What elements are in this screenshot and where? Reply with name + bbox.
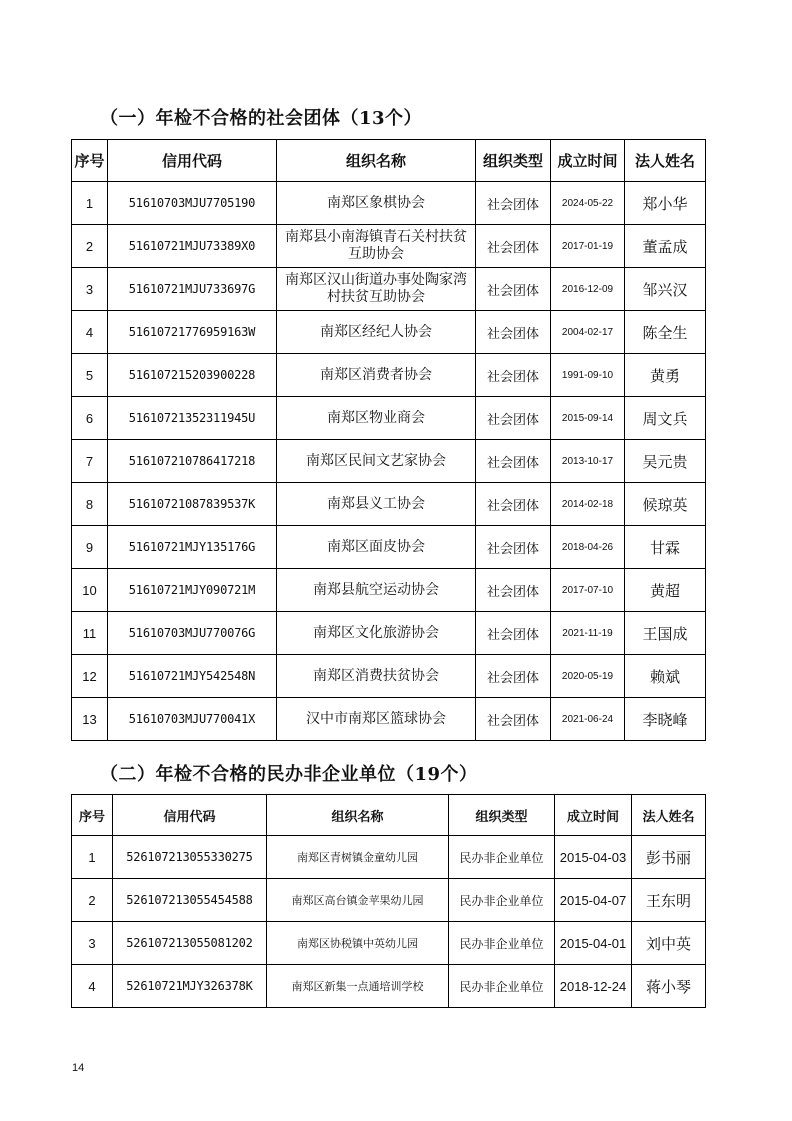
row-number: 2 bbox=[72, 225, 108, 268]
organization-name: 南郑区消费者协会 bbox=[277, 354, 476, 397]
established-date: 2004-02-17 bbox=[551, 311, 625, 354]
established-date: 2017-01-19 bbox=[551, 225, 625, 268]
organization-name: 南郑县航空运动协会 bbox=[277, 569, 476, 612]
credit-code: 51610703MJU7705190 bbox=[108, 182, 277, 225]
legal-representative: 吴元贵 bbox=[625, 440, 706, 483]
credit-code: 526107213055081202 bbox=[113, 922, 267, 965]
legal-representative: 刘中英 bbox=[632, 922, 706, 965]
legal-representative: 彭书丽 bbox=[632, 836, 706, 879]
organization-type: 社会团体 bbox=[476, 655, 551, 698]
established-date: 2020-05-19 bbox=[551, 655, 625, 698]
column-header: 成立时间 bbox=[551, 140, 625, 182]
row-number: 2 bbox=[72, 879, 113, 922]
column-header: 组织类型 bbox=[449, 795, 555, 836]
organization-type: 社会团体 bbox=[476, 698, 551, 741]
organization-name: 南郑区高台镇金苹果幼儿园 bbox=[267, 879, 449, 922]
row-number: 8 bbox=[72, 483, 108, 526]
table-header-row bbox=[72, 795, 706, 836]
social-groups-table bbox=[71, 139, 706, 741]
section2-title: （二）年检不合格的民办非企业单位（19个） bbox=[100, 764, 478, 785]
credit-code: 51610703MJU770041X bbox=[108, 698, 277, 741]
table-row bbox=[72, 526, 706, 569]
table-row bbox=[72, 836, 706, 879]
legal-representative: 候琼英 bbox=[625, 483, 706, 526]
legal-representative: 郑小华 bbox=[625, 182, 706, 225]
credit-code: 51610721087839537K bbox=[108, 483, 277, 526]
organization-type: 民办非企业单位 bbox=[449, 879, 555, 922]
credit-code: 51610721MJY542548N bbox=[108, 655, 277, 698]
organization-name: 南郑县小南海镇青石关村扶贫互助协会 bbox=[277, 225, 476, 268]
legal-representative: 周文兵 bbox=[625, 397, 706, 440]
table-row bbox=[72, 354, 706, 397]
organization-type: 民办非企业单位 bbox=[449, 836, 555, 879]
established-date: 2013-10-17 bbox=[551, 440, 625, 483]
credit-code: 516107210786417218 bbox=[108, 440, 277, 483]
row-number: 6 bbox=[72, 397, 108, 440]
legal-representative: 陈全生 bbox=[625, 311, 706, 354]
column-header: 序号 bbox=[72, 140, 108, 182]
table-row bbox=[72, 698, 706, 741]
row-number: 1 bbox=[72, 836, 113, 879]
credit-code: 52610721MJY326378K bbox=[113, 965, 267, 1008]
credit-code: 51610721MJU73389X0 bbox=[108, 225, 277, 268]
row-number: 4 bbox=[72, 965, 113, 1008]
credit-code: 51610721MJY135176G bbox=[108, 526, 277, 569]
established-date: 2016-12-09 bbox=[551, 268, 625, 311]
organization-type: 民办非企业单位 bbox=[449, 922, 555, 965]
table-row bbox=[72, 268, 706, 311]
organization-name: 南郑区面皮协会 bbox=[277, 526, 476, 569]
row-number: 4 bbox=[72, 311, 108, 354]
row-number: 3 bbox=[72, 268, 108, 311]
table-row bbox=[72, 922, 706, 965]
table-row bbox=[72, 182, 706, 225]
organization-type: 社会团体 bbox=[476, 526, 551, 569]
page-number: 14 bbox=[72, 1062, 85, 1074]
organization-name: 南郑区象棋协会 bbox=[277, 182, 476, 225]
established-date: 2018-12-24 bbox=[555, 965, 632, 1008]
organization-name: 南郑区经纪人协会 bbox=[277, 311, 476, 354]
credit-code: 51610721MJU733697G bbox=[108, 268, 277, 311]
established-date: 2021-11-19 bbox=[551, 612, 625, 655]
credit-code: 526107213055454588 bbox=[113, 879, 267, 922]
organization-type: 社会团体 bbox=[476, 483, 551, 526]
organization-type: 社会团体 bbox=[476, 268, 551, 311]
table-header-row bbox=[72, 140, 706, 182]
credit-code: 51610721MJY090721M bbox=[108, 569, 277, 612]
organization-name: 南郑县义工协会 bbox=[277, 483, 476, 526]
organization-type: 社会团体 bbox=[476, 440, 551, 483]
section1-title: （一）年检不合格的社会团体（13个） bbox=[100, 108, 423, 129]
organization-type: 民办非企业单位 bbox=[449, 965, 555, 1008]
row-number: 13 bbox=[72, 698, 108, 741]
row-number: 7 bbox=[72, 440, 108, 483]
organization-name: 南郑区青树镇金童幼儿园 bbox=[267, 836, 449, 879]
credit-code: 51610721776959163W bbox=[108, 311, 277, 354]
legal-representative: 王国成 bbox=[625, 612, 706, 655]
column-header: 组织名称 bbox=[277, 140, 476, 182]
table-row bbox=[72, 311, 706, 354]
organization-type: 社会团体 bbox=[476, 311, 551, 354]
organization-type: 社会团体 bbox=[476, 397, 551, 440]
organization-name: 南郑区消费扶贫协会 bbox=[277, 655, 476, 698]
table-row bbox=[72, 397, 706, 440]
table-row bbox=[72, 440, 706, 483]
established-date: 2015-09-14 bbox=[551, 397, 625, 440]
row-number: 3 bbox=[72, 922, 113, 965]
established-date: 2021-06-24 bbox=[551, 698, 625, 741]
table-row bbox=[72, 569, 706, 612]
legal-representative: 黄勇 bbox=[625, 354, 706, 397]
table-row bbox=[72, 483, 706, 526]
organization-name: 南郑区新集一点通培训学校 bbox=[267, 965, 449, 1008]
organization-type: 社会团体 bbox=[476, 612, 551, 655]
organization-name: 南郑区民间文艺家协会 bbox=[277, 440, 476, 483]
table-row bbox=[72, 655, 706, 698]
legal-representative: 王东明 bbox=[632, 879, 706, 922]
organization-name: 南郑区物业商会 bbox=[277, 397, 476, 440]
legal-representative: 甘霖 bbox=[625, 526, 706, 569]
private-non-enterprise-table bbox=[71, 794, 706, 1008]
row-number: 1 bbox=[72, 182, 108, 225]
organization-type: 社会团体 bbox=[476, 569, 551, 612]
row-number: 9 bbox=[72, 526, 108, 569]
credit-code: 526107213055330275 bbox=[113, 836, 267, 879]
organization-name: 南郑区协税镇中英幼儿园 bbox=[267, 922, 449, 965]
credit-code: 51610721352311945U bbox=[108, 397, 277, 440]
column-header: 组织名称 bbox=[267, 795, 449, 836]
table-row bbox=[72, 612, 706, 655]
credit-code: 516107215203900228 bbox=[108, 354, 277, 397]
row-number: 11 bbox=[72, 612, 108, 655]
column-header: 组织类型 bbox=[476, 140, 551, 182]
legal-representative: 赖斌 bbox=[625, 655, 706, 698]
legal-representative: 蒋小琴 bbox=[632, 965, 706, 1008]
established-date: 2015-04-07 bbox=[555, 879, 632, 922]
organization-type: 社会团体 bbox=[476, 354, 551, 397]
column-header: 法人姓名 bbox=[625, 140, 706, 182]
legal-representative: 黄超 bbox=[625, 569, 706, 612]
organization-name: 南郑区文化旅游协会 bbox=[277, 612, 476, 655]
credit-code: 51610703MJU770076G bbox=[108, 612, 277, 655]
column-header: 序号 bbox=[72, 795, 113, 836]
established-date: 2024-05-22 bbox=[551, 182, 625, 225]
established-date: 2017-07-10 bbox=[551, 569, 625, 612]
established-date: 2014-02-18 bbox=[551, 483, 625, 526]
legal-representative: 董孟成 bbox=[625, 225, 706, 268]
legal-representative: 李晓峰 bbox=[625, 698, 706, 741]
row-number: 10 bbox=[72, 569, 108, 612]
legal-representative: 邹兴汉 bbox=[625, 268, 706, 311]
table-row bbox=[72, 965, 706, 1008]
table-row bbox=[72, 879, 706, 922]
organization-name: 汉中市南郑区篮球协会 bbox=[277, 698, 476, 741]
organization-type: 社会团体 bbox=[476, 225, 551, 268]
organization-name: 南郑区汉山街道办事处陶家湾村扶贫互助协会 bbox=[277, 268, 476, 311]
column-header: 法人姓名 bbox=[632, 795, 706, 836]
column-header: 信用代码 bbox=[108, 140, 277, 182]
column-header: 成立时间 bbox=[555, 795, 632, 836]
row-number: 12 bbox=[72, 655, 108, 698]
established-date: 1991-09-10 bbox=[551, 354, 625, 397]
established-date: 2018-04-26 bbox=[551, 526, 625, 569]
established-date: 2015-04-03 bbox=[555, 836, 632, 879]
organization-type: 社会团体 bbox=[476, 182, 551, 225]
table-row bbox=[72, 225, 706, 268]
column-header: 信用代码 bbox=[113, 795, 267, 836]
row-number: 5 bbox=[72, 354, 108, 397]
established-date: 2015-04-01 bbox=[555, 922, 632, 965]
